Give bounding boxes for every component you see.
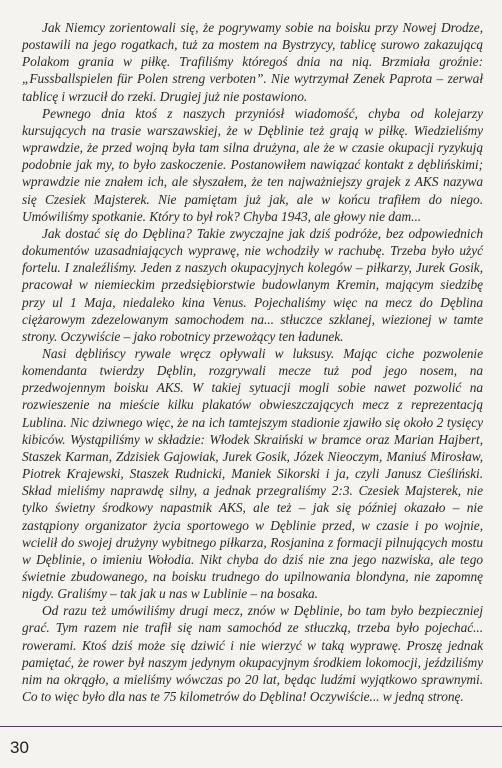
paragraph: Jak dostać się do Dęblina? Takie zwyczajne jak dziś podróże, bez odpowiednich dokumentów uzasadniających wyprawę, nie wchodziły w rachubę. Trzeba było użyć fortelu. I znaleźliśmy. Jeden z naszych okupacyjnych kolegów – piłkarzy, Jurek Gosik, pracował w niemieckim przedsiębiorstwie budowlanym Kremin, mającym siedzibę przy ul 1 Maja, niedaleko kina Venus. Pojechaliśmy więc na mecz do Dęblina ciężarowym zdezelowanym samochodem na... stłuczce szklanej, wiezionej w tamte strony. Oczywiście – jako robotnicy przewożący ten ładunek. <box>22 225 483 344</box>
page-number: 30 <box>10 738 29 757</box>
body-text <box>22 19 483 705</box>
footer-rule <box>0 726 502 727</box>
paragraph: Jak Niemcy zorientowali się, że pogrywamy sobie na boisku przy Nowej Drodze, postawili na jego rogatkach, tuż za mostem na Bystrzycy, tablicę surowo zakazującą Polakom grania w piłkę. Trafiliśmy któregoś dnia na nią. Brzmiała groźnie: „Fussballspielen für Polen streng verboten”. Nie wytrzymał Zenek Paprota – zerwał tablicę i wrzucił do rzeki. Drugiej już nie postawiono. <box>22 20 483 104</box>
paragraph: Pewnego dnia ktoś z naszych przyniósł wiadomość, chyba od kolejarzy kursujących na trasie warszawskiej, że w Dęblinie też grają w piłkę. Wiedzieliśmy wprawdzie, że przed wojną była tam silna drużyna, ale że w czasie okupacji ryzykują podobnie jak my, to było zaskoczenie. Postanowiłem nawiązać kontakt z dęblińskimi; wprawdzie nie znałem ich, ale słyszałem, że ten najważniejszy grajek z AKS nazywa się Czesiek Majsterek. Nie pamiętam już jak, ale w końcu trafiłem do niego. Umówiliśmy spotkanie. Który to był rok? Chyba 1943, ale głowy nie dam... <box>22 105 483 224</box>
paragraph: Od razu też umówiliśmy drugi mecz, znów w Dęblinie, bo tam było bezpieczniej grać. Tym razem nie trafił się nam samochód ze stłuczką, trzeba było pojechać... rowerami. Ktoś dziś może się dziwić i nie wierzyć w taką wyprawę. Proszę jednak pamiętać, że rower był naszym jedynym okupacyjnym środkiem lokomocji, jeździliśmy nim na okrągło, a mieliśmy wówczas po 20 lat, będąc ludźmi wyjątkowo sprawnymi. Co to więc było dla nas te 75 kilometrów do Dęblina! Oczywiście... w jedną stronę. <box>22 603 483 705</box>
paragraph: Nasi dęblińscy rywale wręcz opływali w luksusy. Mając ciche pozwolenie komendanta twierdzy Dęblin, rozgrywali mecze tuż pod jego nosem, na przedwojennym boisku AKS. W takiej sytuacji mogli sobie nawet pozwolić na rozwieszenie na mieście kilku plakatów obwieszczających mecz z reprezentacją Lublina. Nic dziwnego więc, że na ich tamtejszym stadionie zjawiło się około 2 tysięcy kibiców. Wystąpiliśmy w składzie: Włodek Skraiński w bramce oraz Marian Hajbert, Staszek Karman, Zdzisiek Gajowiak, Jurek Gosik, Józek Nieoczym, Maniuś Mirosław, Piotrek Krajewski, Staszek Rudnicki, Maniek Sikorski i ja, czyli Janusz Cieśliński. Skład mieliśmy naprawdę silny, a jednak przegraliśmy 2:3. Czesiek Majsterek, nie tylko świetny środkowy napastnik AKS, ale też – jak się później okazało – nie zastąpiony organizator życia sportowego w Dęblinie przed, w czasie i po wojnie, wcielił do swojej drużyny wybitnego piłkarza, Rosjanina z formacji pilnujących mostu w Dęblinie, o imieniu Wołodia. Nikt chyba do dziś nie zna jego nazwiska, ale tego świetnie zbudowanego, na boisku trudnego do upilnowania blondyna, nie zapomnę nigdy. Graliśmy – tak jak u nas w Lublinie – na bosaka. <box>22 345 483 602</box>
